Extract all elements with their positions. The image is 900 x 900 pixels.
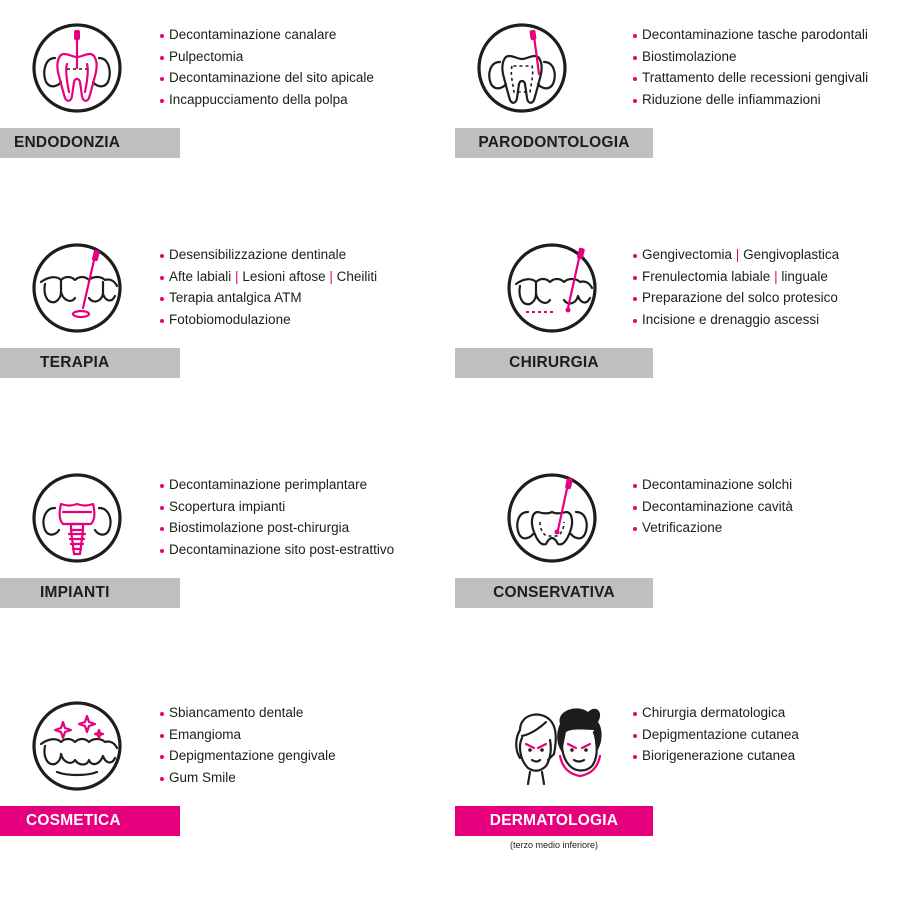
- list-item-part: Afte labiali: [169, 268, 232, 284]
- list-item: Riduzione delle infiammazioni: [632, 89, 868, 111]
- parodontologia-list: [632, 24, 868, 110]
- list-item: Preparazione del solco protesico: [632, 287, 839, 309]
- list-item: Trattamento delle recessioni gengivali: [632, 67, 868, 89]
- list-item: Desensibilizzazione dentinale: [159, 244, 377, 266]
- list-item: Biostimolazione: [632, 46, 868, 68]
- section-dermatologia: [450, 678, 900, 898]
- label-conservativa: CONSERVATIVA: [455, 578, 653, 608]
- list-item: Scopertura impianti: [159, 496, 394, 518]
- list-item: Biorigenerazione cutanea: [632, 745, 799, 767]
- label-parodontologia: PARODONTOLOGIA: [455, 128, 653, 158]
- list-item: Depigmentazione gengivale: [159, 745, 336, 767]
- list-item: Depigmentazione cutanea: [632, 724, 799, 746]
- list-item: Decontaminazione tasche parodontali: [632, 24, 868, 46]
- list-item: Chirurgia dermatologica: [632, 702, 799, 724]
- sparkling-teeth-icon: [31, 700, 123, 792]
- impianti-list: [159, 474, 394, 560]
- list-item: Frenulectomia labiale | linguale: [632, 266, 839, 288]
- list-item: Decontaminazione canalare: [159, 24, 374, 46]
- section-cosmetica: [0, 678, 450, 898]
- list-item-part: Gengivoplastica: [743, 247, 840, 262]
- section-parodontologia: [450, 0, 900, 220]
- list-item-part: Gengivectomia: [642, 247, 733, 262]
- label-terapia: TERAPIA: [0, 348, 180, 378]
- section-impianti: [0, 450, 450, 670]
- list-item-part: linguale: [781, 268, 828, 284]
- label-chirurgia: CHIRURGIA: [455, 348, 653, 378]
- list-item: Fotobiomodulazione: [159, 309, 377, 331]
- terapia-list: [159, 244, 377, 330]
- laser-cavity-tooth-icon: [506, 472, 598, 564]
- cosmetica-list: [159, 702, 336, 788]
- section-terapia: [0, 220, 450, 440]
- chirurgia-list: [632, 244, 839, 330]
- list-item: Decontaminazione del sito apicale: [159, 67, 374, 89]
- dental-implant-icon: [31, 472, 123, 564]
- list-item: Emangioma: [159, 724, 336, 746]
- list-item-part: Frenulectomia labiale: [642, 268, 771, 284]
- list-item: Decontaminazione perimplantare: [159, 474, 394, 496]
- list-item: Terapia antalgica ATM: [159, 287, 377, 309]
- list-item: Decontaminazione sito post-estrattivo: [159, 539, 394, 561]
- list-item-part: Lesioni aftose: [242, 268, 326, 284]
- label-cosmetica: COSMETICA: [0, 806, 180, 836]
- list-item: Afte labiali | Lesioni aftose | Cheiliti: [159, 266, 377, 288]
- list-item: Vetrificazione: [632, 517, 793, 539]
- laser-surgery-teeth-icon: [506, 242, 598, 334]
- endodonzia-list: [159, 24, 374, 110]
- list-item-part: Cheiliti: [336, 268, 378, 284]
- two-faces-icon: [500, 700, 610, 792]
- list-item: Decontaminazione cavità: [632, 496, 793, 518]
- section-chirurgia: [450, 220, 900, 440]
- dermatologia-list: [632, 702, 799, 767]
- list-item: Pulpectomia: [159, 46, 374, 68]
- label-endodonzia: ENDODONZIA: [0, 128, 180, 158]
- section-conservativa: [450, 450, 900, 670]
- laser-therapy-teeth-icon: [31, 242, 123, 334]
- dermatologia-note: (terzo medio inferiore): [509, 840, 599, 850]
- list-item: Incisione e drenaggio ascessi: [632, 309, 839, 331]
- label-impianti: IMPIANTI: [0, 578, 180, 608]
- section-endodonzia: [0, 0, 450, 220]
- list-item: Biostimolazione post-chirurgia: [159, 517, 394, 539]
- label-dermatologia: DERMATOLOGIA: [455, 806, 653, 836]
- conservativa-list: [632, 474, 793, 539]
- list-item: Gengivectomia | Gengivoplastica: [632, 244, 839, 266]
- root-canal-tooth-icon: [31, 22, 123, 114]
- list-item: Gum Smile: [159, 767, 336, 789]
- list-item: Sbiancamento dentale: [159, 702, 336, 724]
- periodontal-tooth-icon: [476, 22, 568, 114]
- list-item: Incappucciamento della polpa: [159, 89, 374, 111]
- list-item: Decontaminazione solchi: [632, 474, 793, 496]
